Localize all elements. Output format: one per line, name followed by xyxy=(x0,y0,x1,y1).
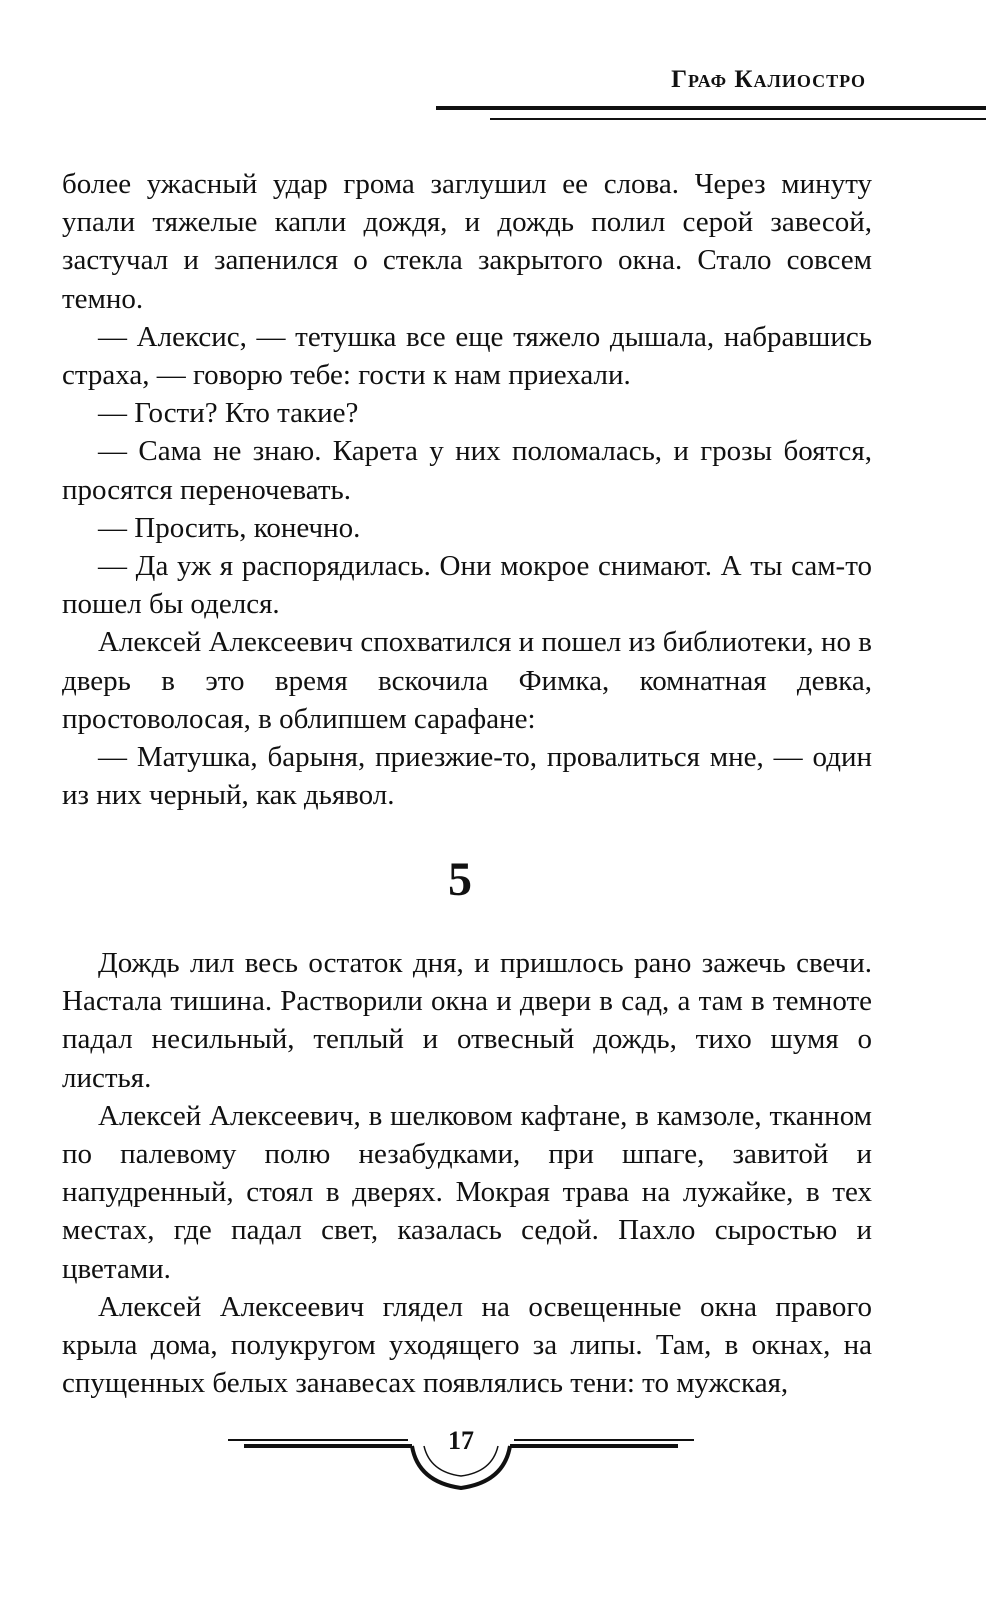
running-title: Граф Калиостро xyxy=(671,66,866,93)
chapter-number: 5 xyxy=(448,853,472,906)
paragraph: Алексей Алексеевич глядел на освещенные окна правого крыла дома, полукругом уходящего за липы. Там, в окнах, на спущенных белых занавесах появлялись тени: то мужская, xyxy=(62,1290,872,1400)
header-rule-thick xyxy=(436,106,986,110)
paragraph: — Просить, конечно. xyxy=(98,511,361,544)
paragraph: — Алексис, — тетушка все еще тяжело дышала, набравшись страха, — говорю тебе: гости к нам приехали. xyxy=(62,320,872,392)
paragraph: — Сама не знаю. Карета у них поломалась, и грозы боятся, просятся переночевать. xyxy=(62,435,872,506)
paragraph: Дождь лил весь остаток дня, и пришлось рано зажечь свечи. Настала тишина. Растворили окна и двери в сад, а там в темноте падал несильный, теплый и отвесный дождь, тихо шумя о листья. xyxy=(62,947,872,1094)
paragraph: — Гости? Кто такие? xyxy=(98,397,359,430)
paragraph: Алексей Алексеевич спохватился и пошел из библиотеки, но в дверь в это время вскочила Фимка, комнатная девка, простоволосая, в облипшем сарафане: xyxy=(62,626,872,735)
section-a-body xyxy=(62,165,872,814)
paragraph: — Да уж я распорядилась. Они мокрое снимают. А ты сам-то пошел бы оделся. xyxy=(62,550,872,621)
section-b-body xyxy=(62,944,872,1402)
page-number: 17 xyxy=(448,1426,474,1455)
paragraph: более ужасный удар грома заглушил ее слова. Через минуту упали тяжелые капли дождя, и дождь полил серой завесой, застучал и запенился о стекла закрытого окна. Стало совсем темно. xyxy=(62,168,872,315)
paragraph: Алексей Алексеевич, в шелковом кафтане, в камзоле, тканном по палевому полю незабудками, при шпаге, завитой и напудренный, стоял в дверях. Мокрая трава на лужайке, в тех местах, где падал свет, казалась седой. Пахло сыростью и цветами. xyxy=(62,1099,872,1285)
paragraph: — Матушка, барыня, приезжие-то, провалиться мне, — один из них черный, как дьявол. xyxy=(62,741,872,812)
header-rule-thin xyxy=(490,118,986,120)
